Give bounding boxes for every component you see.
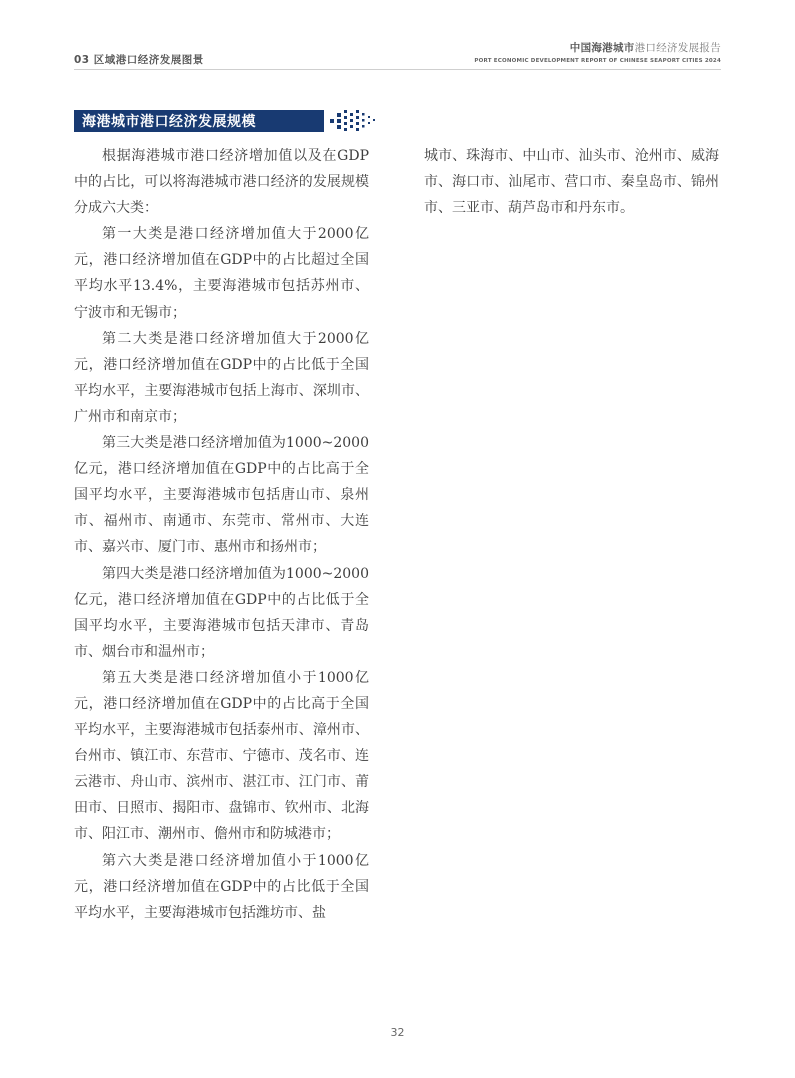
page-number: 32 — [390, 1026, 405, 1039]
report-title-rest: 港口经济发展报告 — [634, 42, 721, 54]
paragraph-category-3: 第三大类是港口经济增加值为1000~2000亿元，港口经济增加值在GDP中的占比高于全国平均水平，主要海港城市包括唐山市、泉州市、福州市、南通市、东莞市、常州市、大连市、嘉兴市、厦门市、惠州市和扬州市； — [74, 435, 369, 556]
dots-pattern-icon — [330, 110, 380, 132]
header-divider — [74, 69, 721, 70]
paragraph-category-5: 第五大类是港口经济增加值小于1000亿元，港口经济增加值在GDP中的占比高于全国平均水平，主要海港城市包括泰州市、漳州市、台州市、镇江市、东营市、宁德市、茂名市、连云港市、舟山市、滨州市、湛江市、江门市、莆田市、日照市、揭阳市、盘锦市、钦州市、北海市、阳江市、潮州市、儋州市和防城港市； — [74, 669, 369, 843]
report-header — [474, 40, 721, 64]
paragraph-category-2: 第二大类是港口经济增加值大于2000亿元，港口经济增加值在GDP中的占比低于全国平均水平，主要海港城市包括上海市、深圳市、广州市和南京市； — [74, 330, 369, 425]
section-heading — [74, 110, 374, 132]
paragraph-category-6: 第六大类是港口经济增加值小于1000亿元，港口经济增加值在GDP中的占比低于全国平均水平，主要海港城市包括潍坊市、盐 — [74, 852, 369, 921]
left-column — [74, 143, 369, 926]
right-column — [424, 143, 719, 221]
section-heading-bar — [74, 110, 324, 132]
paragraph-category-1: 第一大类是港口经济增加值大于2000亿元，港口经济增加值在GDP中的占比超过全国平均水平13.4%，主要海港城市包括苏州市、宁波市和无锡市； — [74, 226, 369, 321]
section-label: 03 区域港口经济发展图景 — [74, 54, 204, 66]
report-subtitle: PORT ECONOMIC DEVELOPMENT REPORT OF CHINESE SEAPORT CITIES 2024 — [474, 58, 721, 64]
paragraph-category-4: 第四大类是港口经济增加值为1000~2000亿元，港口经济增加值在GDP中的占比低于全国平均水平，主要海港城市包括天津市、青岛市、烟台市和温州市； — [74, 565, 369, 660]
paragraph-category-6-continued: 城市、珠海市、中山市、汕头市、沧州市、威海市、海口市、汕尾市、营口市、秦皇岛市、锦州市、三亚市、葫芦岛市和丹东市。 — [424, 148, 719, 217]
section-heading-text: 海港城市港口经济发展规模 — [82, 114, 256, 130]
report-title — [474, 40, 721, 55]
report-brand: 中国海港城市 — [569, 42, 635, 54]
paragraph-intro: 根据海港城市港口经济增加值以及在GDP中的占比，可以将海港城市港口经济的发展规模分成六大类： — [74, 148, 369, 217]
